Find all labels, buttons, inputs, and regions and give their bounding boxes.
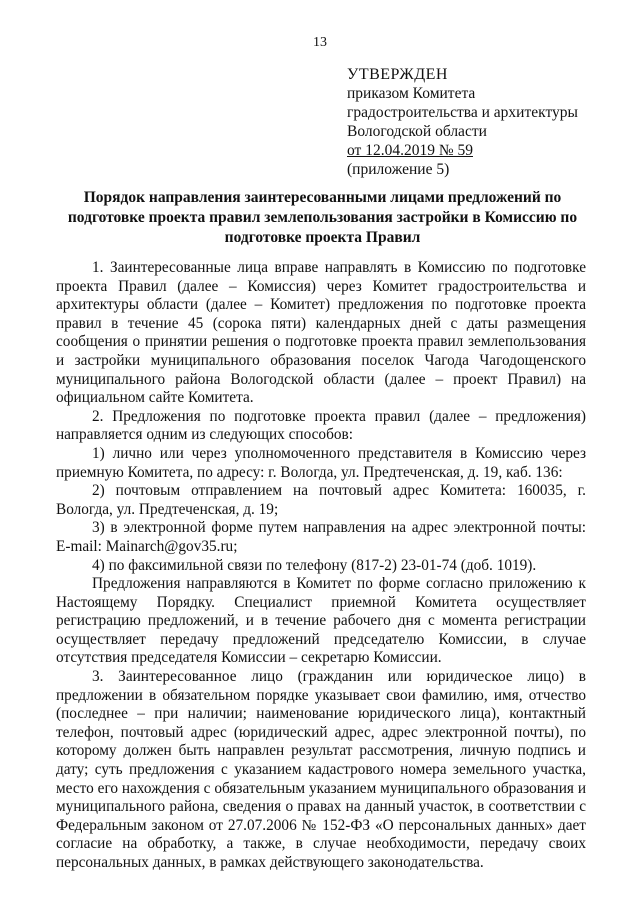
document-title: Порядок направления заинтересованными лицами предложений по подготовке проекта правил землепользования застройки в Комиссию по подготовке проекта Правил (67, 189, 578, 246)
paragraph-1: 1. Заинтересованные лица вправе направлять в Комиссию по подготовке проекта Правил (далее – Комиссия) через Комитет градостроительства и архитектуры области (далее – Комитет) предложения по подготовке проекта правил в течение 45 (сорока пяти) календарных дней с даты размещения сообщения о принятии решения о подготовке проекта правил землепользования и застройки муниципального образования поселок Чагода Чагодощенского муниципального района Вологодской области (далее – проект Правил) на официальном сайте Комитета. (56, 259, 586, 407)
paragraph-2-item-1: 1) лично или через уполномоченного представителя в Комиссию через приемную Комитета, по адресу: г. Вологда, ул. Предтеченская, д. 19, каб. 136: (56, 444, 586, 481)
paragraph-2-item-2: 2) почтовым отправлением на почтовый адрес Комитета: 160035, г. Вологда, ул. Предтеченская, д. 19; (56, 482, 586, 518)
paragraph-2-item-4: 4) по факсимильной связи по телефону (817-2) 23-01-74 (доб. 1019). (92, 556, 537, 574)
approval-heading: УТВЕРЖДЕН (347, 66, 448, 83)
paragraph-2-note: Предложения направляются в Комитет по форме согласно приложению к Настоящему Порядку. Специалист приемной Комитета осуществляет регистрацию предложений, и в течение рабочего дня с момента регистрации осуществляет передачу предложений председателю Комиссии, в случае отсутствия председателя Комиссии – секретарю Комиссии. (56, 575, 586, 667)
paragraph-2-item-3: 3) в электронной форме путем направления на адрес электронной почты: E-mail: Mainarch@gov35.ru; (56, 519, 586, 555)
page-number: 13 (313, 35, 327, 50)
paragraph-2: 2. Предложения по подготовке проекта правил (далее – предложения) направляется одним из следующих способов: (56, 407, 586, 444)
approval-stamp (347, 65, 578, 179)
approval-line-2: градостроительства и архитектуры (347, 104, 578, 121)
approval-date: от 12.04.2019 № 59 (347, 142, 473, 159)
paragraph-3: 3. Заинтересованное лицо (гражданин или юридическое лицо) в предложении в обязательном порядке указывает свои фамилию, имя, отчество (последнее – при наличии; наименование юридического лица), контактный телефон, почтовый адрес (юридический адрес, адрес электронной почты), по которому должен быть направлен результат рассмотрения, личную подпись и дату; суть предложения с указанием кадастрового номера земельного участка, место его нахождения с обязательным указанием муниципального образования и муниципального района, сведения о правах на данный участок, в соответствии с Федеральным законом от 27.07.2006 № 152-ФЗ «О персональных данных» дает согласие на обработку, а также, в случае необходимости, передачу своих персональных данных, в рамках действующего законодательства. (56, 668, 586, 871)
approval-line-3: Вологодской области (347, 123, 487, 140)
approval-appendix: (приложение 5) (347, 161, 450, 178)
document-body (56, 259, 586, 873)
approval-line-1: приказом Комитета (347, 85, 476, 102)
